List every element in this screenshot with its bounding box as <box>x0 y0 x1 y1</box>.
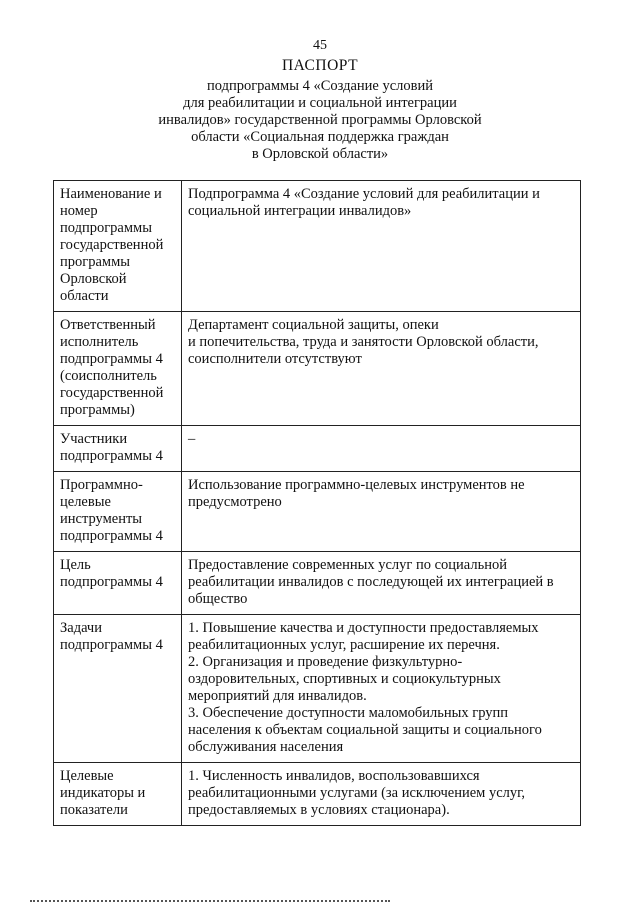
label-line: Участники <box>60 431 128 447</box>
label-line: (соисполнитель <box>60 368 157 384</box>
subtitle-line: в Орловской области» <box>251 146 389 162</box>
row-label <box>54 312 182 426</box>
value-line: соисполнители отсутствуют <box>188 351 362 367</box>
value-line: реабилитационными услугами (за исключением услуг, <box>188 785 526 801</box>
label-line: государственной <box>60 237 164 253</box>
label-line: государственной <box>60 385 164 401</box>
row-label <box>54 426 182 472</box>
row-value <box>182 181 581 312</box>
label-line: Цель <box>60 557 91 573</box>
label-line: целевые <box>60 494 111 510</box>
value-line: 1. Повышение качества и доступности предоставляемых <box>188 620 539 636</box>
label-line: инструменты <box>60 511 143 527</box>
scan-edge-mark <box>30 900 390 907</box>
document-subtitle <box>0 78 640 163</box>
label-line: области <box>60 288 109 304</box>
table-row <box>54 615 581 763</box>
subtitle-line: инвалидов» государственной программы Орловской <box>158 112 482 128</box>
label-line: подпрограммы 4 <box>60 528 163 544</box>
table-row <box>54 763 581 826</box>
value-line: 3. Обеспечение доступности маломобильных групп <box>188 705 509 721</box>
value-line: Использование программно-целевых инструментов не <box>188 477 525 493</box>
label-line: Ответственный <box>60 317 156 333</box>
value-line: обслуживания населения <box>188 739 344 755</box>
value-line: населения к объектам социальной защиты и социального <box>188 722 542 738</box>
row-value <box>182 763 581 826</box>
document-title: ПАСПОРТ <box>281 57 359 74</box>
table-row <box>54 472 581 552</box>
label-line: подпрограммы 4 <box>60 637 163 653</box>
page-number: 45 <box>313 38 327 53</box>
value-line: Подпрограмма 4 «Создание условий для реабилитации и <box>188 186 540 202</box>
subtitle-line: для реабилитации и социальной интеграции <box>183 95 457 111</box>
row-value <box>182 615 581 763</box>
label-line: программы) <box>60 402 135 418</box>
subtitle-line: области «Социальная поддержка граждан <box>191 129 449 145</box>
label-line: показатели <box>60 802 128 818</box>
value-line: оздоровительных, спортивных и социокультурных <box>188 671 501 687</box>
value-line: мероприятий для инвалидов. <box>188 688 367 704</box>
value-line: 1. Численность инвалидов, воспользовавшихся <box>188 768 480 784</box>
label-line: подпрограммы 4 <box>60 574 163 590</box>
label-line: номер <box>60 203 98 219</box>
label-line: подпрограммы <box>60 220 152 236</box>
label-line: программы <box>60 254 130 270</box>
table-row <box>54 426 581 472</box>
value-line: предоставляемых в условиях стационара). <box>188 802 450 818</box>
value-line: предусмотрено <box>188 494 282 510</box>
value-line: общество <box>188 591 248 607</box>
subtitle-line: подпрограммы 4 «Создание условий <box>206 78 434 94</box>
value-line: – <box>188 431 196 447</box>
table-row <box>54 181 581 312</box>
passport-table <box>53 180 581 826</box>
label-line: подпрограммы 4 <box>60 448 163 464</box>
row-value <box>182 472 581 552</box>
label-line: Программно- <box>60 477 143 493</box>
value-line: реабилитационных услуг, расширение их перечня. <box>188 637 500 653</box>
label-line: подпрограммы 4 <box>60 351 163 367</box>
label-line: исполнитель <box>60 334 139 350</box>
row-value <box>182 312 581 426</box>
row-label <box>54 552 182 615</box>
row-label <box>54 763 182 826</box>
table-row <box>54 312 581 426</box>
row-value <box>182 426 581 472</box>
label-line: Орловской <box>60 271 127 287</box>
table-row <box>54 552 581 615</box>
row-label <box>54 181 182 312</box>
label-line: Целевые <box>60 768 114 784</box>
label-line: Задачи <box>60 620 102 636</box>
value-line: реабилитации инвалидов с последующей их интеграцией в <box>188 574 554 590</box>
label-line: индикаторы и <box>60 785 146 801</box>
value-line: Предоставление современных услуг по социальной <box>188 557 507 573</box>
value-line: социальной интеграции инвалидов» <box>188 203 412 219</box>
label-line: Наименование и <box>60 186 162 202</box>
row-label <box>54 615 182 763</box>
row-label <box>54 472 182 552</box>
row-value <box>182 552 581 615</box>
value-line: и попечительства, труда и занятости Орловской области, <box>188 334 539 350</box>
value-line: Департамент социальной защиты, опеки <box>188 317 439 333</box>
value-line: 2. Организация и проведение физкультурно- <box>188 654 463 670</box>
